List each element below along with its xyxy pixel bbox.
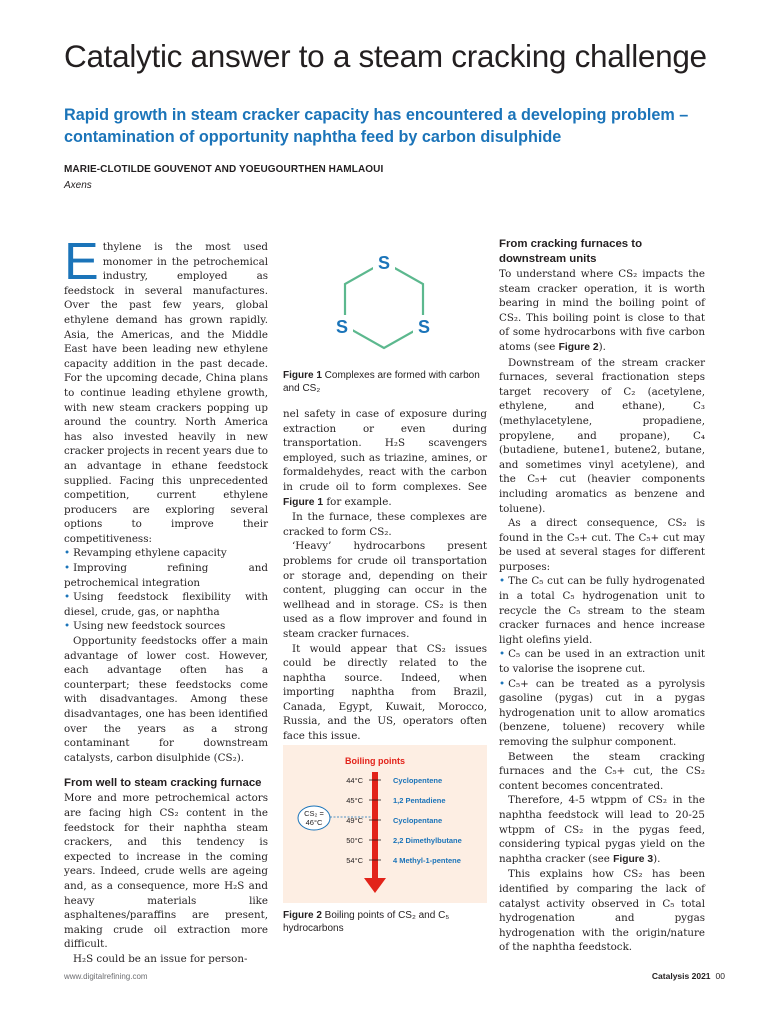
- body-paragraph: H₂S could be an issue for person-: [73, 952, 248, 965]
- body-paragraph: It would appear that CS₂ issues could be directly related to the naphtha source. Indeed, when importing naphtha from Brazil, Canada, Egypt, Kuwait, Morocco, Russia, and the US, operators often face this issue.: [283, 642, 487, 743]
- hexagon-ring: [345, 262, 423, 348]
- section-heading: From cracking furnaces to downstream units: [499, 238, 643, 265]
- compound-label: Cyclopentene: [393, 776, 443, 785]
- bullet-item: • Using new feedstock sources: [64, 619, 268, 634]
- body-paragraph: To understand where CS₂ impacts the steam cracker operation, it is worth bearing in mind the boiling point of CS₂. This boiling point is close to that of some hydrocarbons with five carbon atoms (see Figure 2).: [499, 268, 705, 353]
- compound-label: Cyclopentane: [393, 816, 443, 825]
- body-paragraph: Downstream of the stream cracker furnaces, several fractionation steps target recovery of C₂ (acetylene, ethylene, and ethane), C₃ (methylacetylene, propadiene, propylene, and propane), C₄ (butadiene, butene1, butene2, butane, and sometimes vinyl acetylene), and the C₅+ cut (heavier components including aromatics as benzene and toluene).: [499, 356, 705, 515]
- figure-2-caption: Figure 2 Boiling points of CS₂ and C₅ hydrocarbons: [283, 910, 450, 934]
- column-1: [64, 233, 268, 967]
- body-paragraph: Opportunity feedstocks offer a main advantage of lower cost. However, each advantage often has a counterpart; these feedstocks come with disadvantages. Among these disadvantages, one has been identified over the years as a strong contaminant for downstream catalysts, carbon disulphide (CS₂).: [64, 635, 268, 764]
- sulfur-atom-left: S: [335, 317, 349, 337]
- drop-cap: E: [64, 233, 99, 291]
- figure-2-panel: [283, 745, 487, 903]
- chart-title: Boiling points: [345, 756, 405, 766]
- body-paragraph: ‘Heavy’ hydrocarbons present problems for crude oil transportation or storage and, depending on their content, plugging can occur in the wellhead and in storage. CS₂ is then used as a flow improver and found in steam cracker furnaces.: [283, 540, 487, 640]
- body-paragraph: As a direct consequence, CS₂ is found in the C₅+ cut. The C₅+ cut may be used at several stages for different purposes:: [499, 517, 705, 573]
- body-paragraph: In the furnace, these complexes are cracked to form CS₂.: [283, 511, 487, 538]
- page-number: 00: [715, 971, 725, 981]
- column-2: [283, 407, 487, 744]
- temperature-arrow: [364, 772, 386, 893]
- article-title: Catalytic answer to a steam cracking challenge: [64, 38, 707, 74]
- bullet-item: • Improving refining and petrochemical integration: [64, 561, 268, 590]
- body-paragraph: Therefore, 4-5 wtppm of CS₂ in the naphtha feedstock will lead to 20-25 wtppm of CS₂ in the pygas feed, considering typical pygas yield on the naphtha cracker (see Figure 3).: [499, 794, 705, 865]
- bullet-item: • C₅ can be used in an extraction unit to valorise the isoprene cut.: [499, 647, 705, 676]
- compound-label: 2,2 Dimethylbutane: [393, 836, 462, 845]
- temperature-label: 50°C: [346, 836, 363, 845]
- body-paragraph: Between the steam cracking furnaces and the C₅+ cut, the CS₂ content becomes concentrated.: [499, 750, 705, 792]
- sulfur-atom-top: S: [377, 253, 391, 273]
- cs2-temp: 46°C: [305, 818, 323, 827]
- compound-label: 4 Methyl-1-pentene: [393, 856, 461, 865]
- boiling-point-chart: [283, 745, 487, 903]
- compound-label: 1,2 Pentadiene: [393, 796, 446, 805]
- cs2-label: CS₂ =: [304, 809, 324, 818]
- temperature-label: 54°C: [346, 856, 363, 865]
- arrow-head: [364, 878, 386, 893]
- bullet-item: • C₅+ can be treated as a pyrolysis gasoline (pygas) cut in a pygas hydrogenation unit to allow aromatics (benzene, toluene) recovery while removing the sulphur component.: [499, 677, 705, 750]
- arrow-shaft: [372, 772, 378, 880]
- standfirst: Rapid growth in steam cracker capacity has encountered a developing problem – contamination of opportunity naphtha feed by carbon disulphide: [64, 106, 689, 146]
- footer-url[interactable]: www.digitalrefining.com: [64, 972, 148, 981]
- body-paragraph: nel safety in case of exposure during extraction or even during transportation. H₂S scavengers employed, such as triazine, amines, or formaldehydes, react with the carbon in crude oil to form complexes. See Figure 1 for example.: [283, 408, 487, 508]
- body-paragraph: This explains how CS₂ has been identified by comparing the lack of catalyst activity observed in C₅ total hydrogenation and pygas hydrogenation with the origin/nature of the naphtha feedstock.: [499, 868, 705, 954]
- temperature-label: 44°C: [346, 776, 363, 785]
- temperature-label: 49°C: [346, 816, 363, 825]
- bullet-item: • Using feedstock flexibility with diesel, crude, gas, or naphtha: [64, 590, 268, 619]
- section-heading: From well to steam cracking furnace: [64, 777, 262, 790]
- authors: MARIE-CLOTILDE GOUVENOT AND YOEUGOURTHEN HAMLAOUI: [64, 164, 384, 175]
- figure-1-diagram: [283, 244, 487, 366]
- sulfur-atom-right: S: [417, 317, 431, 337]
- footer-issue: Catalysis 2021 00: [651, 971, 725, 981]
- temperature-label: 45°C: [346, 796, 363, 805]
- column-3: [499, 237, 705, 955]
- bullet-item: • Revamping ethylene capacity: [64, 546, 268, 561]
- body-paragraph: More and more petrochemical actors are facing high CS₂ content in the feedstock for their naphtha steam crackers, and this tendency is expected to increase in the coming years. Indeed, crude wells are ageing and, as a consequence, more H₂S and heavy materials like asphaltenes/paraffins are present, making crude oil extraction more difficult.: [64, 792, 268, 951]
- author-organization: Axens: [64, 180, 92, 191]
- intro-paragraph: Ethylene is the most used monomer in the petrochemical industry, employed as feedstock in several manufactures. Over the past few years, global ethylene demand has grown rapidly. Asia, the Americas, and the Middle East have been leading new ethylene capacity addition in the past decade. For the upcoming decade, China plans to continue leading ethylene growth, with new steam crackers popping up around the country. North America has also invested heavily in new cracker projects in recent years due to an advantage in ethane feedstock supplied. Facing this unprecedented competition, current ethylene producers are exploring several options to improve their competitiveness:: [64, 233, 268, 545]
- figure-1-caption: Figure 1 Complexes are formed with carbon and CS₂: [283, 370, 480, 394]
- bullet-item: • The C₅ cut can be fully hydrogenated in a total C₅ hydrogenation unit to recycle the C₅ stream to the steam cracker furnaces and hence increase light olefins yield.: [499, 574, 705, 647]
